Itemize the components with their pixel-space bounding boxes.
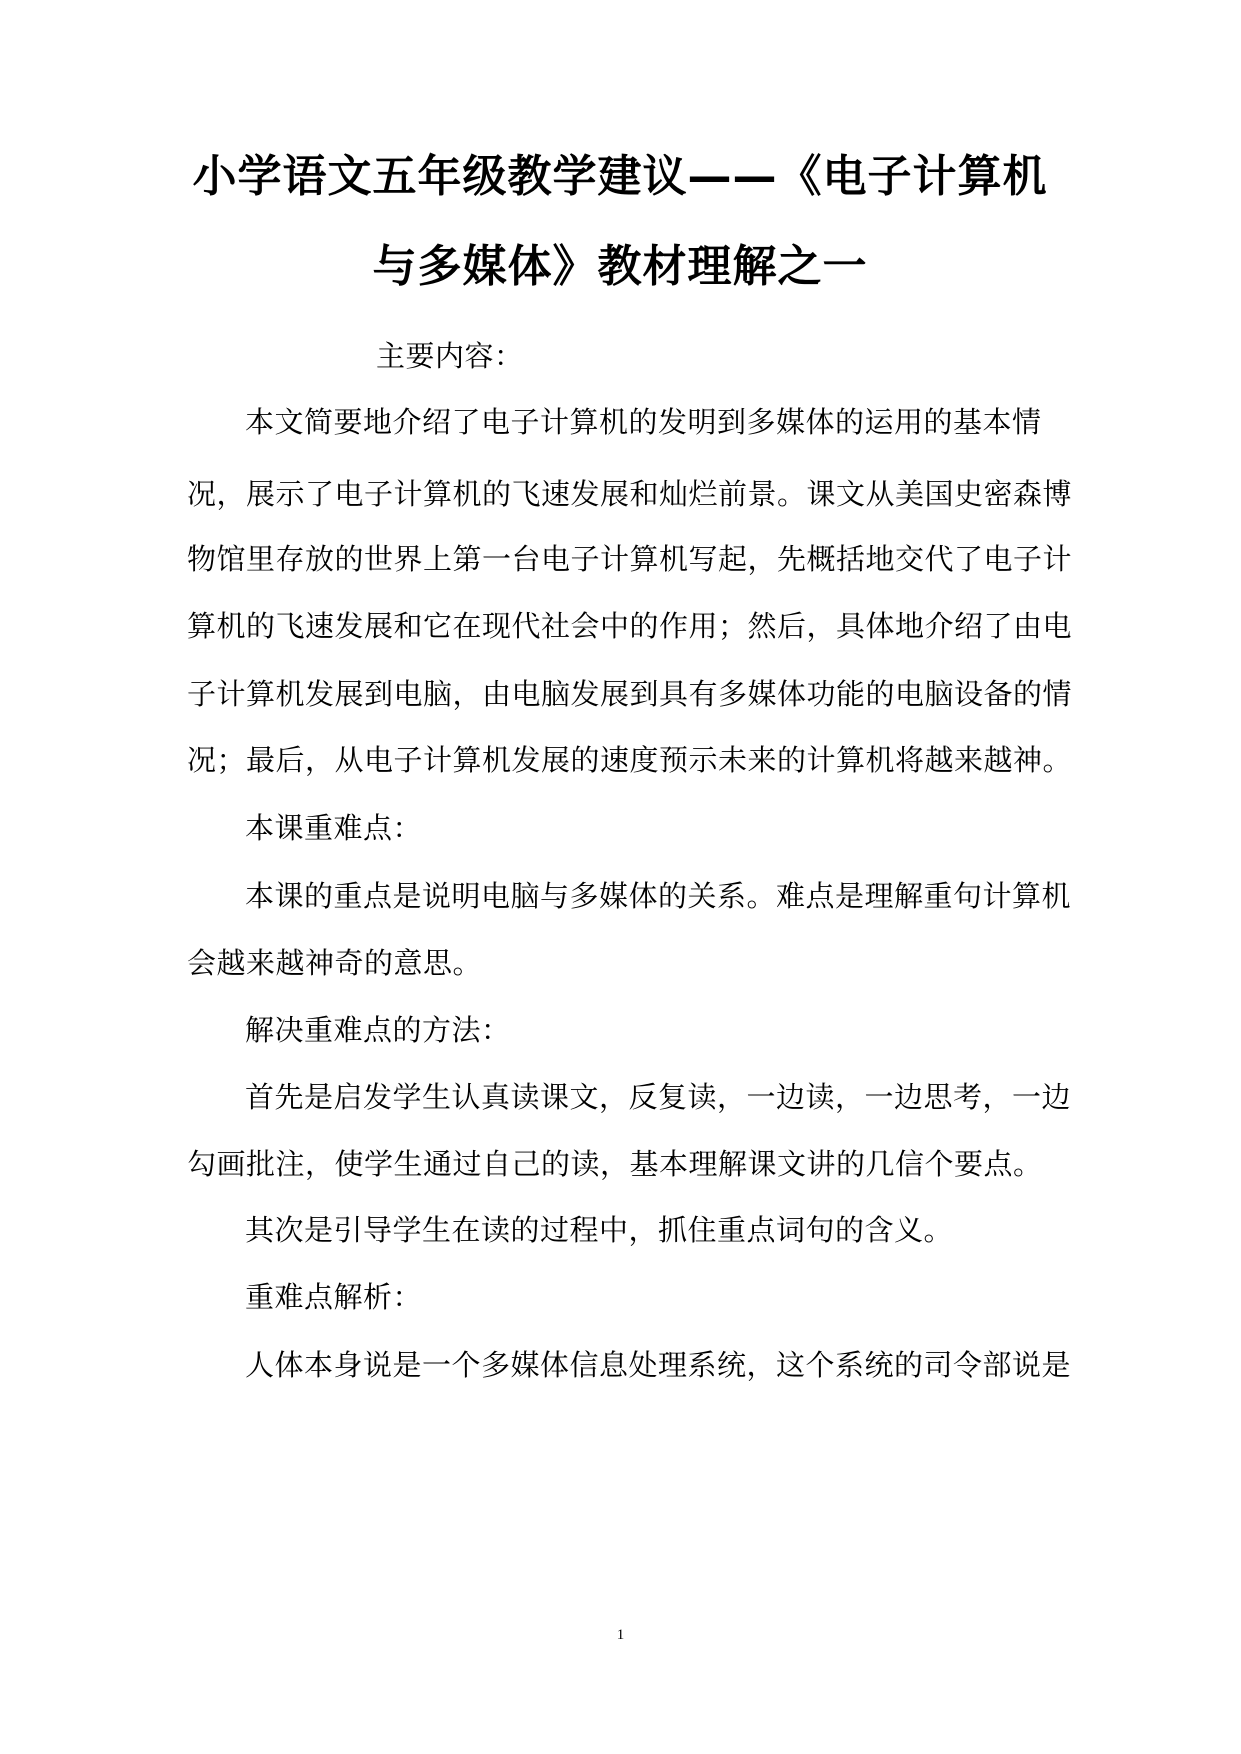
paragraph-line: 首先是启发学生认真读课文，反复读，一边读，一边思考，一边 xyxy=(245,1080,1072,1114)
paragraph-line: 本课的重点是说明电脑与多媒体的关系。难点是理解重句计算机 xyxy=(245,879,1072,913)
section-heading-main-content: 主要内容： xyxy=(376,339,524,373)
paragraph-line: 本文简要地介绍了电子计算机的发明到多媒体的运用的基本情 xyxy=(245,405,1042,439)
paragraph-line: 子计算机发展到电脑，由电脑发展到具有多媒体功能的电脑设备的情 xyxy=(187,677,1073,711)
paragraph-line: 勾画批注，使学生通过自己的读，基本理解课文讲的几信个要点。 xyxy=(187,1147,1043,1181)
paragraph-line: 会越来越神奇的意思。 xyxy=(187,946,483,980)
document-title-line-2: 与多媒体》教材理解之一 xyxy=(372,241,868,292)
paragraph-line: 况；最后，从电子计算机发展的速度预示未来的计算机将越来越神。 xyxy=(187,743,1073,777)
paragraph-line: 物馆里存放的世界上第一台电子计算机写起，先概括地交代了电子计 xyxy=(187,542,1073,576)
paragraph-line: 其次是引导学生在读的过程中，抓住重点词句的含义。 xyxy=(245,1213,954,1247)
document-title-line-1: 小学语文五年级教学建议——《电子计算机 xyxy=(192,151,1048,202)
paragraph-line: 况，展示了电子计算机的飞速发展和灿烂前景。课文从美国史密森博 xyxy=(187,477,1073,511)
section-heading-key-points: 本课重难点： xyxy=(245,811,423,845)
paragraph-line: 算机的飞速发展和它在现代社会中的作用；然后，具体地介绍了由电 xyxy=(187,609,1073,643)
paragraph-line: 人体本身说是一个多媒体信息处理系统，这个系统的司令部说是 xyxy=(245,1348,1072,1382)
section-heading-methods: 解决重难点的方法： xyxy=(245,1013,511,1047)
page-number: 1 xyxy=(616,1627,625,1643)
section-heading-analysis: 重难点解析： xyxy=(245,1280,423,1314)
